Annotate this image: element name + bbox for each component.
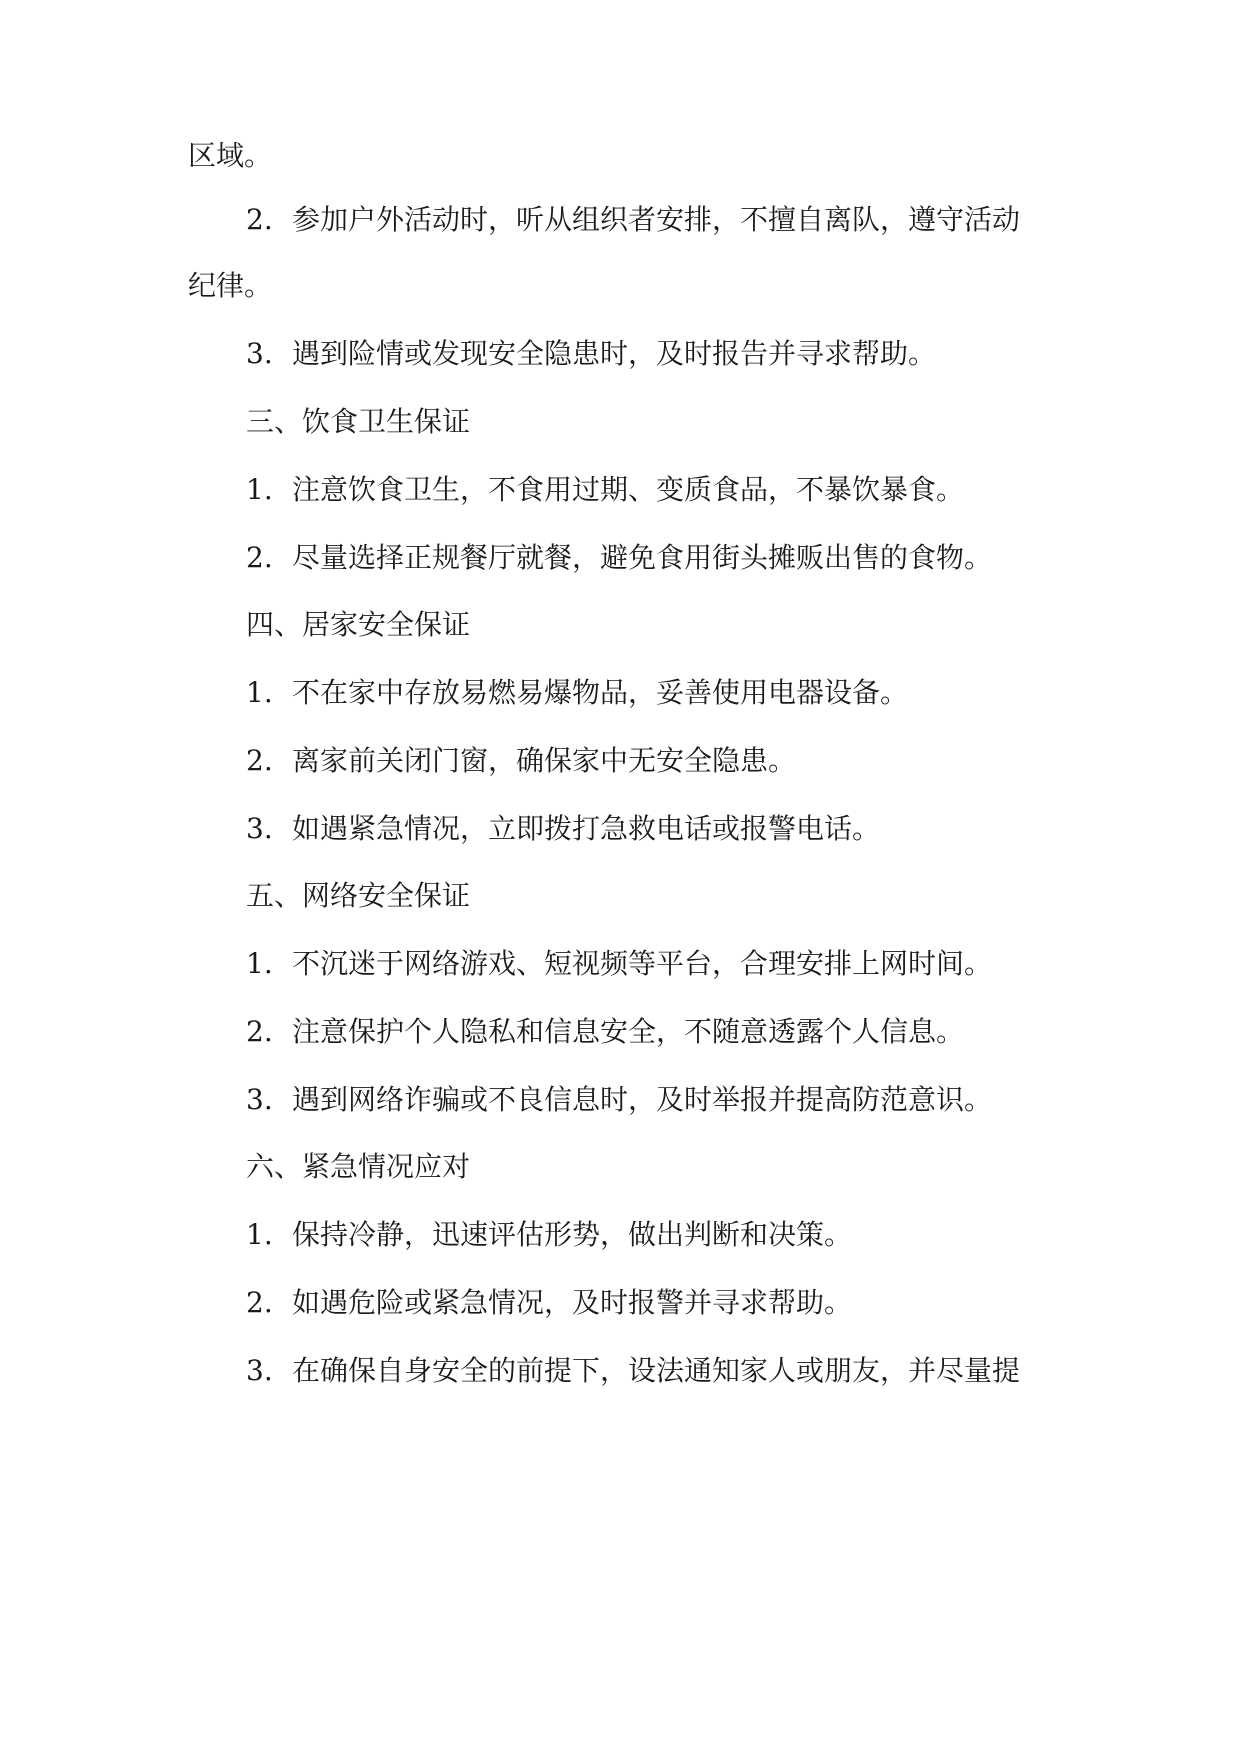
- line-text: 尽量选择正规餐厅就餐，避免食用街头摊贩出售的食物。: [292, 541, 993, 574]
- line-text: 遇到险情或发现安全隐患时，及时报告并寻求帮助。: [292, 337, 937, 370]
- list-item: [246, 540, 1106, 576]
- list-number: 3.: [246, 1083, 273, 1116]
- list-number: 2.: [246, 1286, 273, 1319]
- list-number: 2.: [246, 744, 273, 777]
- line-text: 纪律。: [188, 269, 273, 302]
- list-item: [246, 675, 1106, 711]
- line-text: 保持冷静，迅速评估形势，做出判断和决策。: [292, 1218, 853, 1251]
- section-heading: [246, 404, 1106, 440]
- heading-text: 六、紧急情况应对: [246, 1150, 471, 1183]
- list-number: 2.: [246, 541, 273, 574]
- list-number: 3.: [246, 812, 273, 845]
- section-heading: [246, 878, 1106, 914]
- line-text: 在确保自身安全的前提下，设法通知家人或朋友，并尽量提: [292, 1354, 1021, 1387]
- line-text: 不在家中存放易燃易爆物品，妥善使用电器设备。: [292, 676, 909, 709]
- line-text: 不沉迷于网络游戏、短视频等平台，合理安排上网时间。: [292, 947, 993, 980]
- list-item: [246, 946, 1106, 982]
- line-text: 区域。: [188, 139, 273, 172]
- list-item: [246, 472, 1106, 508]
- list-number: 1.: [246, 947, 273, 980]
- list-number: 3.: [246, 1354, 273, 1387]
- list-number: 1.: [246, 1218, 273, 1251]
- list-item: [246, 1217, 1106, 1253]
- list-number: 1.: [246, 473, 273, 506]
- list-item: [246, 1014, 1106, 1050]
- paragraph-continuation: [188, 268, 1048, 304]
- paragraph-continuation: [188, 138, 1048, 174]
- list-number: 2.: [246, 1015, 273, 1048]
- line-text: 如遇紧急情况，立即拨打急救电话或报警电话。: [292, 812, 881, 845]
- line-text: 注意饮食卫生，不食用过期、变质食品，不暴饮暴食。: [292, 473, 965, 506]
- list-item: [246, 1285, 1106, 1321]
- line-text: 注意保护个人隐私和信息安全，不随意透露个人信息。: [292, 1015, 965, 1048]
- list-item: [246, 1353, 1106, 1389]
- list-item: [246, 1082, 1106, 1118]
- list-item: [246, 811, 1106, 847]
- line-text: 参加户外活动时，听从组织者安排，不擅自离队，遵守活动: [292, 203, 1021, 236]
- list-number: 3.: [246, 337, 273, 370]
- heading-text: 五、网络安全保证: [246, 879, 471, 912]
- line-text: 遇到网络诈骗或不良信息时，及时举报并提高防范意识。: [292, 1083, 993, 1116]
- heading-text: 四、居家安全保证: [246, 608, 471, 641]
- section-heading: [246, 607, 1106, 643]
- line-text: 如遇危险或紧急情况，及时报警并寻求帮助。: [292, 1286, 853, 1319]
- list-item: [246, 202, 1106, 238]
- heading-text: 三、饮食卫生保证: [246, 405, 471, 438]
- list-item: [246, 336, 1106, 372]
- list-item: [246, 743, 1106, 779]
- section-heading: [246, 1149, 1106, 1185]
- list-number: 1.: [246, 676, 273, 709]
- list-number: 2.: [246, 203, 273, 236]
- line-text: 离家前关闭门窗，确保家中无安全隐患。: [292, 744, 797, 777]
